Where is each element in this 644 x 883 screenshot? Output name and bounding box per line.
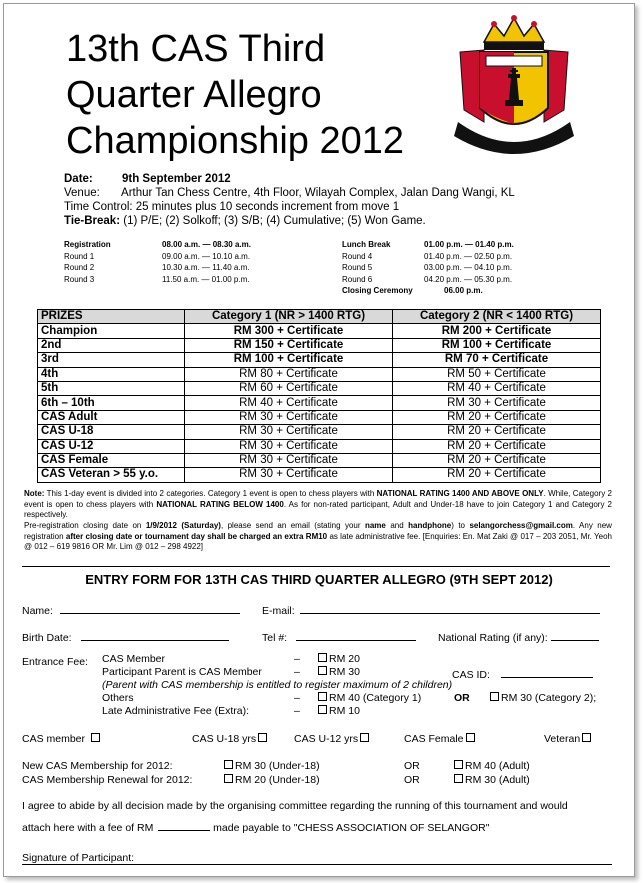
parent-note: (Parent with CAS membership is entitled to register maximum of 2 children) (102, 679, 453, 691)
title-line-1: 13th CAS Third (66, 28, 326, 70)
category-veteran: Veteran (544, 733, 593, 745)
schedule-right (342, 239, 514, 297)
table-row: CAS Adult RM 30 + Certificate RM 20 + Certificate (38, 410, 601, 424)
schedule-row: Round 6 04.20 p.m. — 05.30 p.m. (342, 274, 513, 284)
title-line-2: Quarter Allegro (66, 74, 322, 116)
tiebreak-label: Tie-Break: (64, 215, 121, 227)
fee-dash: – (294, 705, 300, 717)
note-registration: Pre-registration closing date on 1/9/2012 (Saturday), please send an email (stating your name and handphone) to selangorchess@gmail.com. Any new registration after closing date or tournament day shall be charged an extra RM10 as late administrative fee. [Enquiries: En. Mat Zaki @ 017 – 203 2051, Mr. Yeoh @ 012 – 619 9816 OR Mr. Lim @ 012 – 298 4922] (24, 521, 612, 551)
fee-parent-label: Participant Parent is CAS Member (102, 666, 262, 678)
tiebreak-line (64, 214, 426, 228)
renew-u18-checkbox[interactable] (224, 774, 233, 783)
fee-dash: – (294, 666, 300, 678)
table-row: 4th RM 80 + Certificate RM 50 + Certificate (38, 367, 601, 381)
fee-dash: – (294, 692, 300, 704)
category-u18: CAS U-18 yrs (192, 733, 269, 745)
fee-cat2-checkbox[interactable] (490, 692, 499, 701)
table-row: CAS U-18 RM 30 + Certificate RM 20 + Certificate (38, 425, 601, 439)
rating-input[interactable] (551, 629, 599, 641)
renew-membership-adult: RM 30 (Adult) (452, 774, 530, 786)
fee-member-option: RM 20 (316, 653, 360, 665)
or-label: OR (404, 760, 420, 772)
entry-form-heading: ENTRY FORM FOR 13TH CAS THIRD QUARTER ALLEGRO (9TH SEPT 2012) (85, 572, 553, 587)
venue-label: Venue: (64, 187, 100, 199)
schedule-row: Registration 08.00 a.m. — 08.30 a.m. (64, 240, 251, 249)
tel-row: Tel #: (262, 629, 416, 644)
prizes-header: PRIZES (38, 310, 185, 324)
table-row: 2nd RM 150 + Certificate RM 100 + Certificate (38, 338, 601, 352)
entrance-fee-label: Entrance Fee: (22, 656, 88, 668)
renew-adult-checkbox[interactable] (454, 774, 463, 783)
category-1-header: Category 1 (NR > 1400 RTG) (185, 310, 393, 324)
tel-input[interactable] (296, 629, 416, 641)
agreement-line-1: I agree to abide by all decision made by the organising committee regarding the running of this tournament and would (22, 800, 568, 812)
crest-icon (450, 12, 578, 164)
or-label: OR (454, 692, 470, 704)
fee-late-checkbox[interactable] (318, 705, 327, 714)
tiebreak-value: (1) P/E; (2) Solkoff; (3) S/B; (4) Cumulative; (5) Won Game. (123, 215, 426, 227)
title-line-3: Championship 2012 (66, 120, 405, 162)
note-paragraph: Note: This 1-day event is divided into 2 categories. Category 1 event is open to chess players with NATIONAL RATING 1400 AND ABOVE ONLY. While, Category 2 event is open to chess players with NATIONAL RATING BELOW 1400. As for non-rated participant, Adult and Under-18 have to join Category 1 and Category 2 respectively. (24, 489, 613, 519)
table-row: Champion RM 300 + Certificate RM 200 + Certificate (38, 324, 601, 338)
cas-member-checkbox[interactable] (91, 733, 100, 742)
email-row: E-mail: (262, 602, 600, 617)
category-female: CAS Female (404, 733, 477, 745)
or-label: OR (404, 774, 420, 786)
fee-cat1-checkbox[interactable] (318, 692, 327, 701)
category-u12: CAS U-12 yrs (294, 733, 371, 745)
cas-crest-logo (450, 12, 578, 164)
signature-row: Signature of Participant: (22, 852, 135, 864)
rating-row: National Rating (if any): (438, 629, 599, 644)
email-input[interactable] (300, 602, 600, 614)
new-membership-label: New CAS Membership for 2012: (22, 760, 173, 772)
section-divider (22, 566, 610, 567)
cas-id-input[interactable] (501, 666, 593, 678)
fee-member-checkbox[interactable] (318, 653, 327, 662)
category-2-header: Category 2 (NR < 1400 RTG) (393, 310, 601, 324)
table-row: CAS U-12 RM 30 + Certificate RM 20 + Certificate (38, 439, 601, 453)
table-row: CAS Veteran > 55 y.o. RM 30 + Certificate RM 20 + Certificate (38, 468, 601, 482)
schedule-left (64, 239, 251, 285)
fee-amount-input[interactable] (158, 819, 210, 831)
fee-late-option: RM 10 (316, 705, 360, 717)
date-line (64, 172, 231, 186)
fee-parent-option: RM 30 (316, 666, 360, 678)
female-checkbox[interactable] (466, 733, 475, 742)
schedule-row: Lunch Break 01.00 p.m. — 01.40 p.m. (342, 240, 514, 249)
table-row: CAS Female RM 30 + Certificate RM 20 + Certificate (38, 453, 601, 467)
schedule-row: Round 4 01.40 p.m. — 02.50 p.m. (342, 251, 513, 261)
prizes-header-row (38, 310, 601, 324)
new-adult-checkbox[interactable] (454, 760, 463, 769)
fee-late-label: Late Administrative Fee (Extra): (102, 705, 250, 717)
document-page (3, 3, 635, 877)
table-row: 6th – 10th RM 40 + Certificate RM 30 + Certificate (38, 396, 601, 410)
u18-checkbox[interactable] (258, 733, 267, 742)
birth-date-input[interactable] (81, 629, 229, 641)
signature-line[interactable] (22, 864, 612, 865)
date-value: 9th September 2012 (121, 173, 231, 185)
venue-line (64, 186, 515, 200)
schedule-row: Round 2 10.30 a.m. — 11.40 a.m. (64, 263, 250, 272)
schedule-row: Round 5 03.00 p.m. — 04.10 p.m. (342, 263, 513, 272)
venue-value: Arthur Tan Chess Centre, 4th Floor, Wilayah Complex, Jalan Dang Wangi, KL (121, 187, 515, 199)
category-cas-member: CAS member (22, 733, 102, 745)
schedule-row: Round 1 09.00 a.m. — 10.10 a.m. (64, 251, 251, 261)
schedule-row: Round 3 11.50 a.m. — 01.00 p.m. (64, 274, 250, 284)
veteran-checkbox[interactable] (582, 733, 591, 742)
u12-checkbox[interactable] (360, 733, 369, 742)
time-control: Time Control: 25 minutes plus 10 seconds increment from move 1 (64, 201, 400, 213)
fee-member-label: CAS Member (102, 653, 166, 665)
new-membership-u18: RM 30 (Under-18) (222, 760, 320, 772)
table-row: 5th RM 60 + Certificate RM 40 + Certificate (38, 381, 601, 395)
date-label: Date: (64, 173, 93, 185)
fee-cat2-option: RM 30 (Category 2); (488, 692, 596, 704)
new-membership-adult: RM 40 (Adult) (452, 760, 530, 772)
schedule-row: Closing Ceremony 06.00 p.m. (342, 286, 483, 295)
fee-cat1-option: RM 40 (Category 1) (316, 692, 421, 704)
agreement-line-2: attach here with a fee of RM made payable to "CHESS ASSOCIATION OF SELANGOR" (22, 819, 489, 834)
fee-parent-checkbox[interactable] (318, 666, 327, 675)
cas-id-row: CAS ID: (452, 666, 593, 681)
prizes-table (37, 309, 601, 483)
renew-membership-u18: RM 20 (Under-18) (222, 774, 320, 786)
table-row: 3rd RM 100 + Certificate RM 70 + Certificate (38, 353, 601, 367)
new-u18-checkbox[interactable] (224, 760, 233, 769)
name-input[interactable] (60, 602, 240, 614)
renew-membership-label: CAS Membership Renewal for 2012: (22, 774, 193, 786)
name-row: Name: (22, 602, 240, 617)
fee-others-label: Others (102, 692, 134, 704)
email-link[interactable]: selangorchess@gmail.com (469, 521, 573, 530)
birth-row: Birth Date: (22, 629, 229, 644)
fee-dash: – (294, 653, 300, 665)
